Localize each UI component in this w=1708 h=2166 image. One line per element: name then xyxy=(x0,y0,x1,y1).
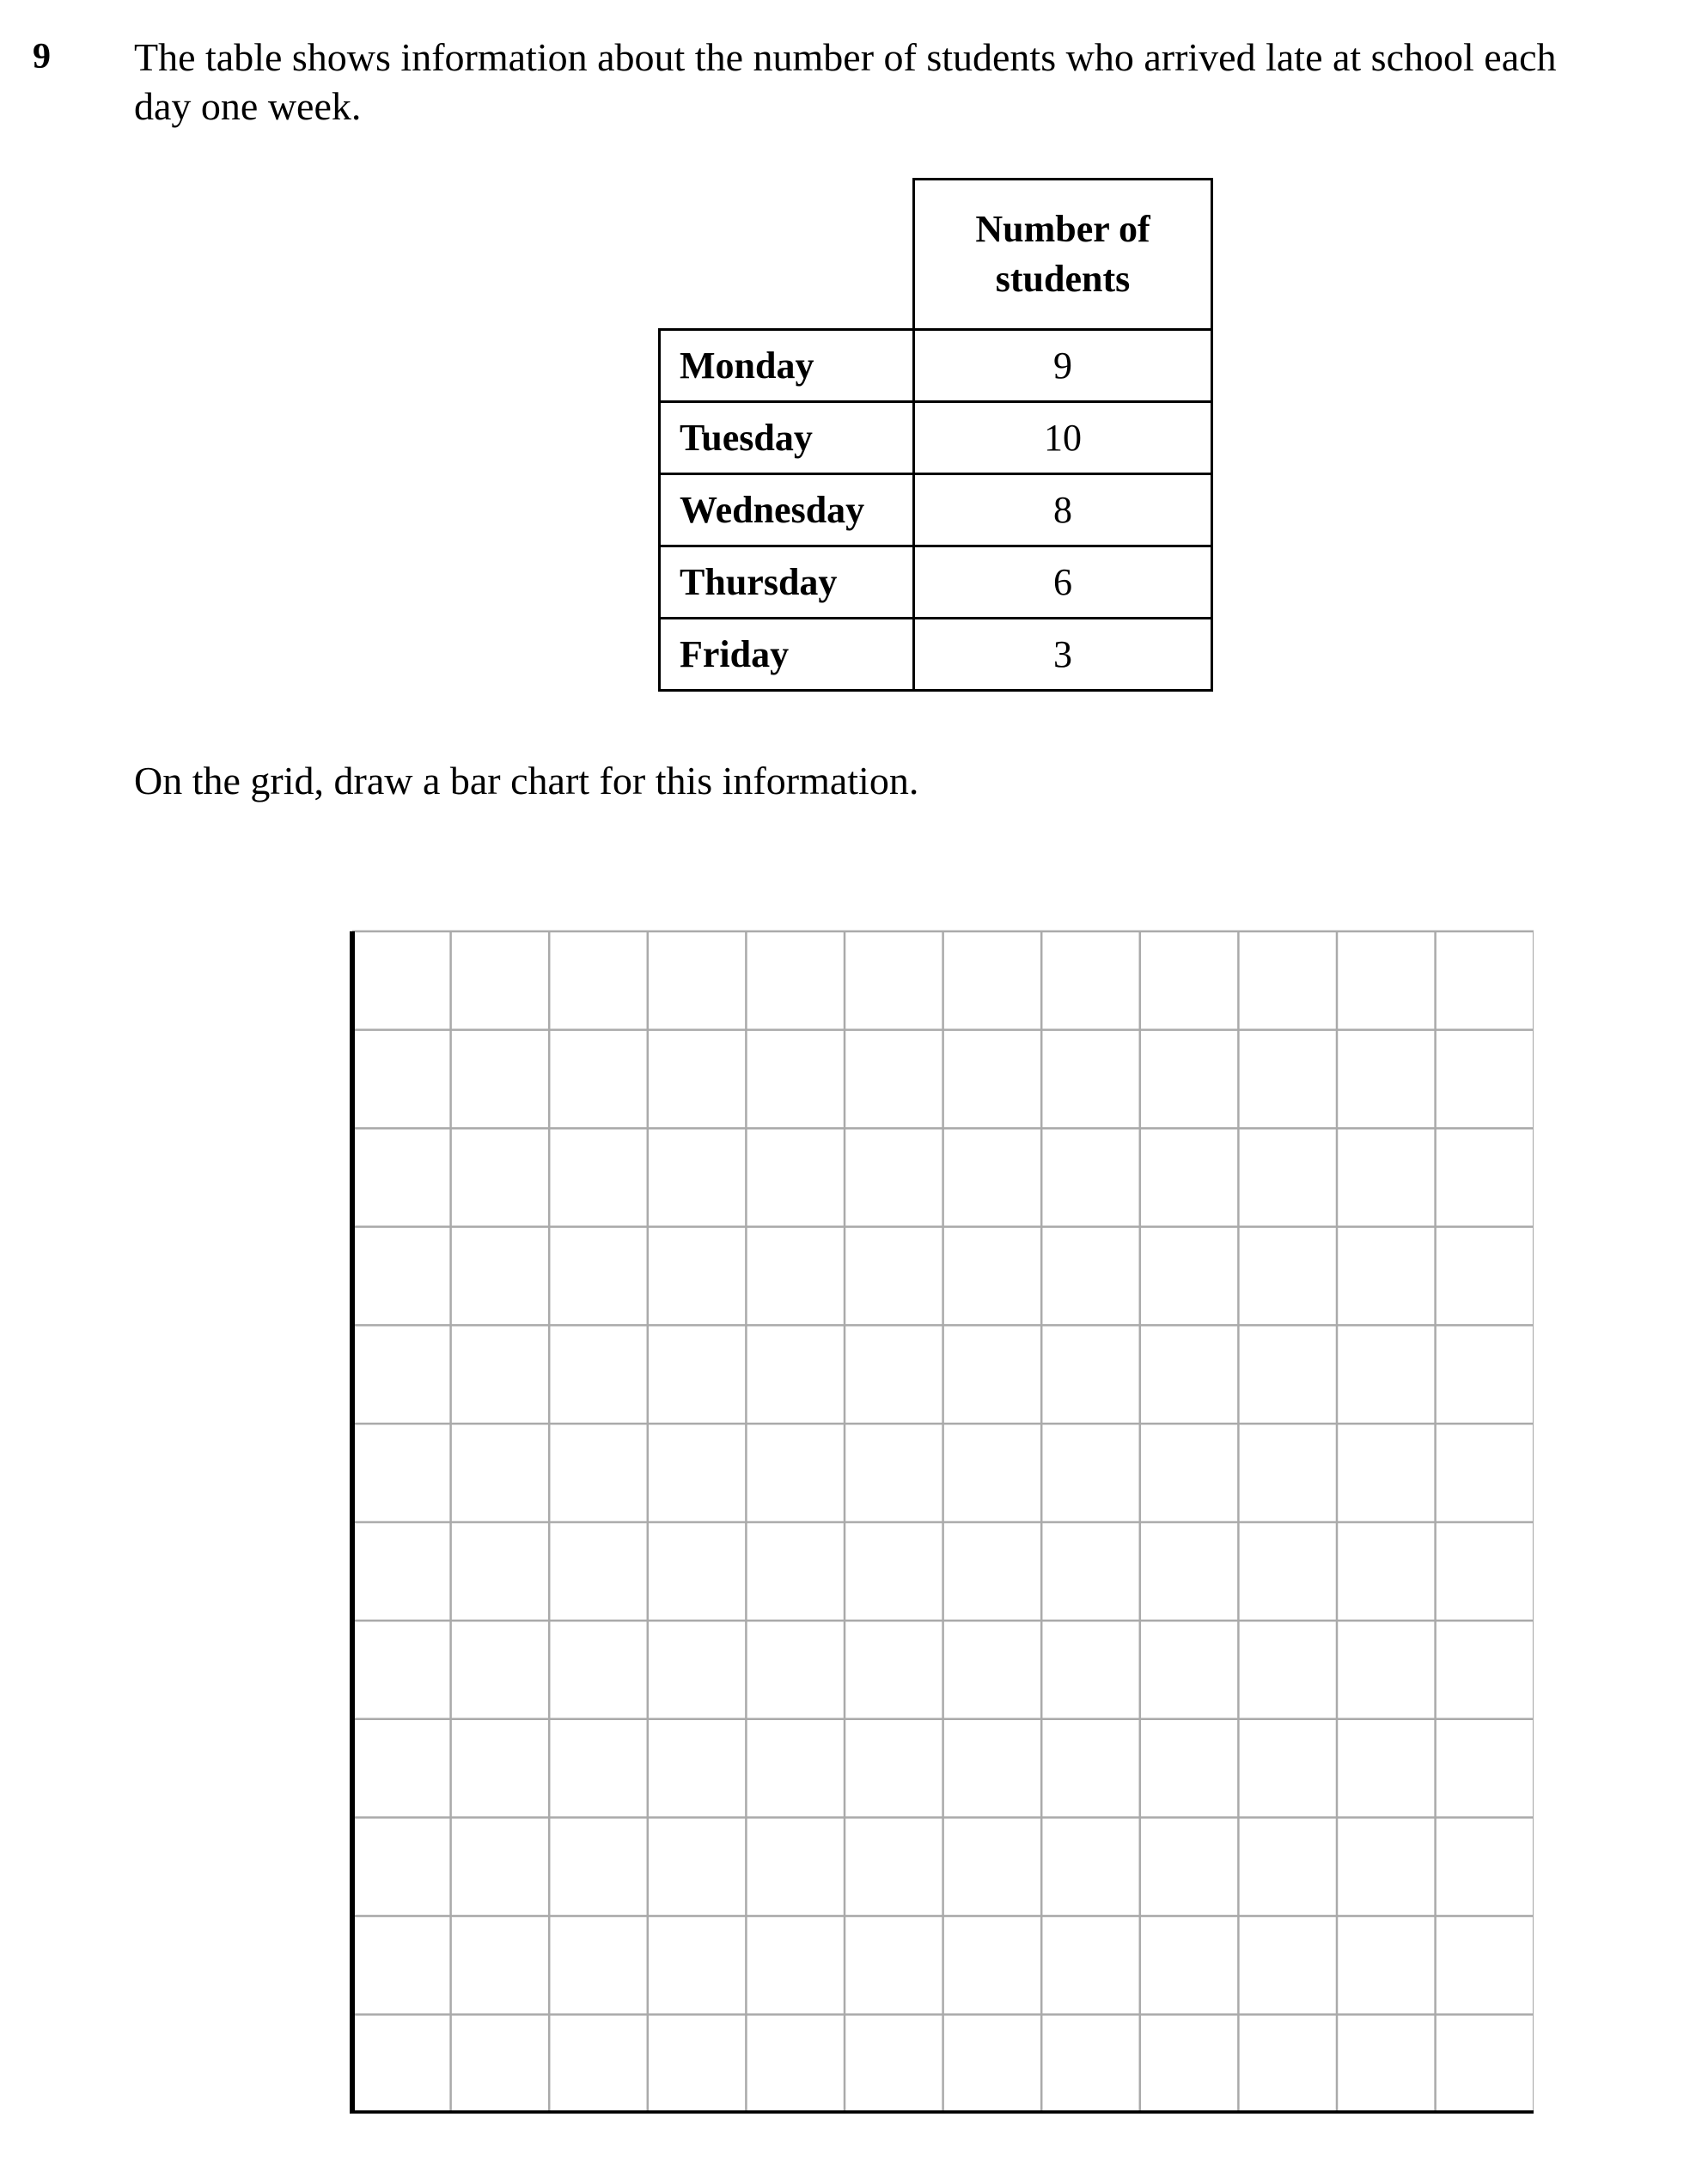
table-row xyxy=(660,402,1212,474)
late-students-table xyxy=(658,178,1213,692)
column-header-line-1: Number of xyxy=(975,208,1150,250)
question-text-line-1: The table shows information about the number of students who arrived late at school each xyxy=(134,35,1557,79)
question-number: 9 xyxy=(33,37,51,76)
answer-grid[interactable] xyxy=(348,928,1534,2118)
table-day-cell: Friday xyxy=(660,619,914,691)
table-day-cell: Tuesday xyxy=(660,402,914,474)
table-day-cell: Thursday xyxy=(660,546,914,619)
table-day-cell: Wednesday xyxy=(660,474,914,546)
table-value-cell: 8 xyxy=(914,474,1212,546)
table-value-cell: 9 xyxy=(914,330,1212,402)
table-value-cell: 6 xyxy=(914,546,1212,619)
table-corner-cell xyxy=(660,180,914,330)
table-day-cell: Monday xyxy=(660,330,914,402)
table-row xyxy=(660,474,1212,546)
table-column-header xyxy=(914,180,1212,330)
table-row xyxy=(660,330,1212,402)
instruction-text: On the grid, draw a bar chart for this information. xyxy=(134,759,919,802)
table-value-cell: 3 xyxy=(914,619,1212,691)
table-value-cell: 10 xyxy=(914,402,1212,474)
column-header-line-2: students xyxy=(995,258,1131,300)
table-header-row xyxy=(660,180,1212,330)
table-row xyxy=(660,546,1212,619)
question-text-line-2: day one week. xyxy=(134,84,362,128)
question-text xyxy=(134,33,1681,131)
answer-grid-svg[interactable] xyxy=(348,928,1534,2114)
table-row xyxy=(660,619,1212,691)
